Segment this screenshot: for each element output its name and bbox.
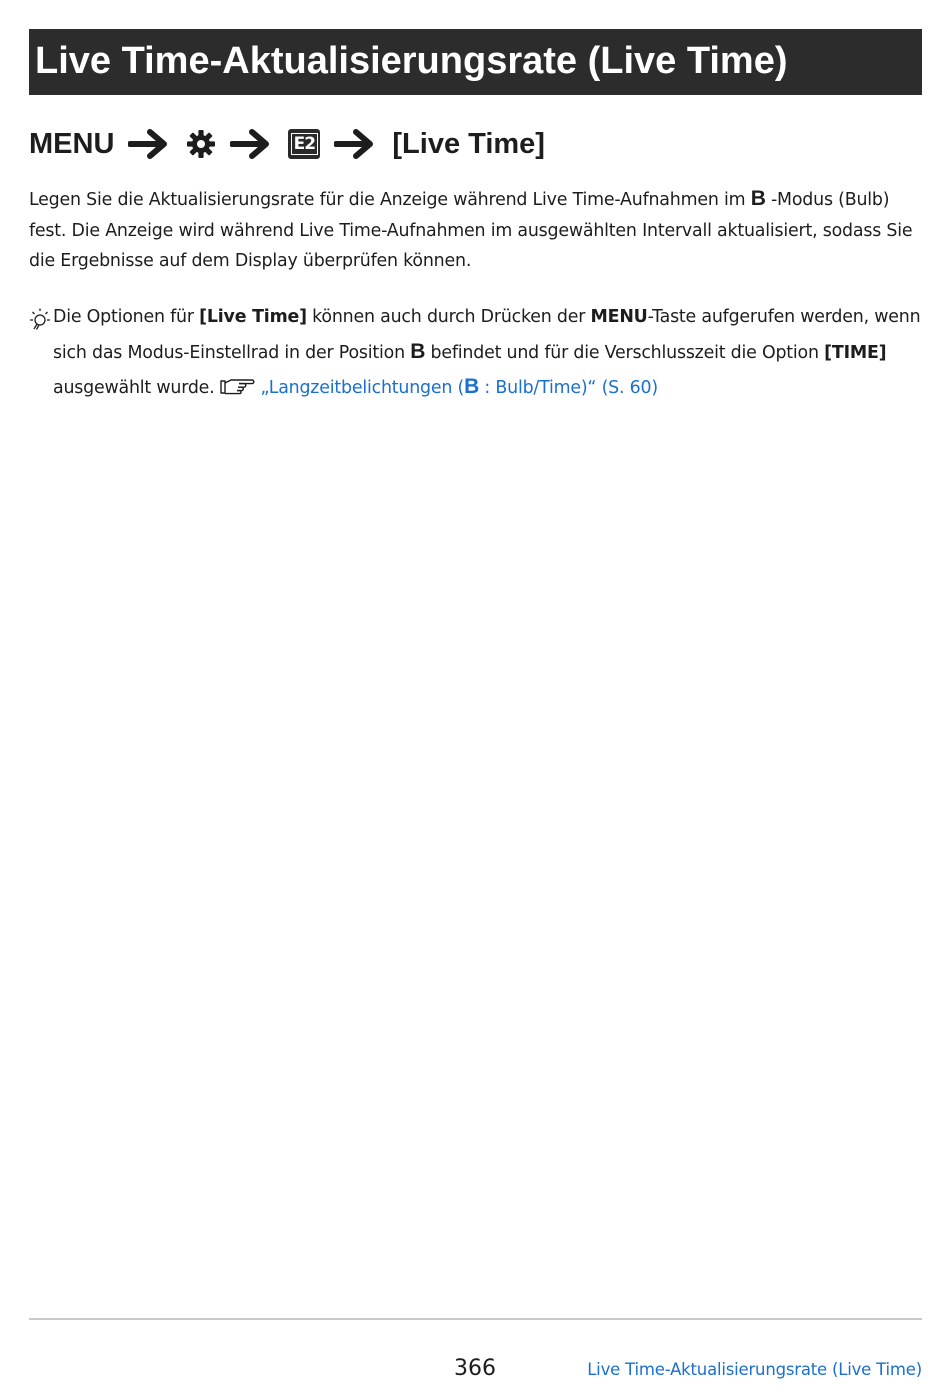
page-number: 366 xyxy=(454,1356,496,1381)
pointing-hand-icon xyxy=(219,373,255,408)
hint-text: Die Optionen für [Live Time] können auch durch Drücken der MENU-Taste aufgerufen werden, wenn sich das Modus-Einstellrad in der Position B befindet und für die Verschlusszeit die Option [TIME] ausgewählt wurde. „Langzeitbelichtungen (B : Bulb/Time)“ (S. 60) xyxy=(29,300,924,408)
hint-note xyxy=(29,300,924,408)
arrow-right-icon xyxy=(334,129,378,159)
tab-e2-icon: E2 xyxy=(288,129,320,159)
arrow-right-icon xyxy=(230,129,274,159)
hint-icon xyxy=(29,307,51,344)
menu-item-label: [Live Time] xyxy=(392,127,545,160)
bulb-mode-symbol: B xyxy=(750,187,766,210)
footer-section-link[interactable]: Live Time-Aktualisierungsrate (Live Time) xyxy=(587,1360,922,1379)
page-title: Live Time-Aktualisierungsrate (Live Time) xyxy=(35,40,788,82)
intro-paragraph: Legen Sie die Aktualisierungsrate für die Anzeige während Live Time-Aufnahmen im B -Modus (Bulb) fest. Die Anzeige wird während Live Time-Aufnahmen im ausgewählten Intervall aktualisiert, sodass Sie die Ergebnisse auf dem Display überprüfen können. xyxy=(29,187,913,271)
cross-reference-link[interactable]: „Langzeitbelichtungen (B : Bulb/Time)“ (S. 60) xyxy=(260,375,658,398)
footer-divider xyxy=(29,1318,922,1320)
menu-path xyxy=(29,122,545,166)
bulb-mode-symbol: B xyxy=(410,339,426,363)
arrow-right-icon xyxy=(128,129,172,159)
title-bar xyxy=(29,29,922,95)
menu-label: MENU xyxy=(29,127,115,160)
gear-icon xyxy=(186,129,216,159)
